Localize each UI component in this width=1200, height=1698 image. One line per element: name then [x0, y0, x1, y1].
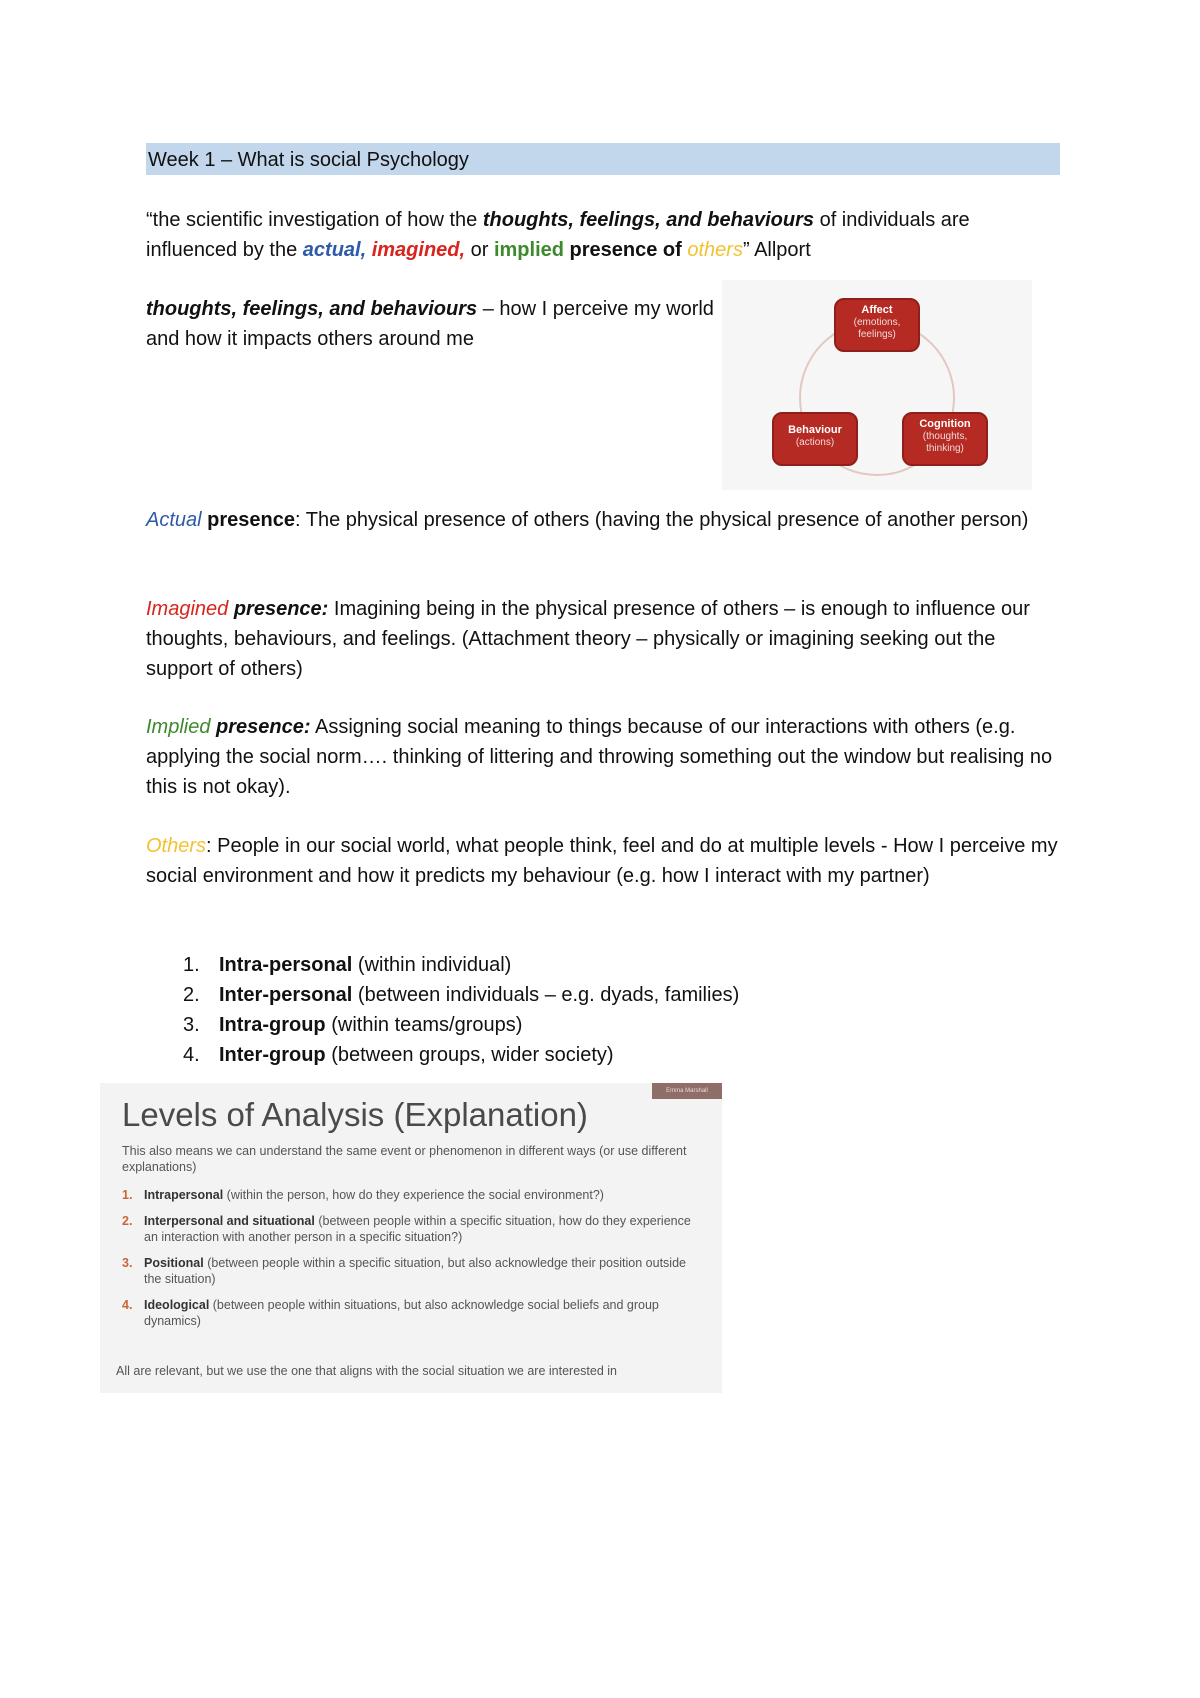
- list-item: [146, 980, 1046, 1010]
- list-item-term: Intra-group: [219, 1014, 326, 1036]
- definition-actual: actual,: [302, 239, 367, 261]
- tfb-term: thoughts, feelings, and behaviours: [146, 298, 478, 320]
- others-term: Others: [146, 835, 207, 857]
- abc-cycle-diagram: [722, 280, 1032, 490]
- list-item-text: (within individual): [352, 954, 512, 976]
- cognition-sub: (thoughts, thinking): [922, 431, 968, 454]
- others-paragraph: [146, 831, 1066, 891]
- definition-quote: [146, 205, 1066, 265]
- imagined-text: Imagining being in the physical presence of others – is enough to influence our thoughts, behaviours, and feelings. (Attachment theory – physically or imagining seeking out the support of others): [146, 598, 1030, 680]
- list-item-number: 4.: [183, 1044, 200, 1066]
- list-item-number: 2.: [183, 984, 200, 1006]
- slide-item-term: Ideological: [144, 1298, 210, 1312]
- definition-text-1: “the scientific investigation of how the: [146, 209, 483, 231]
- slide-item-number: 1.: [122, 1188, 133, 1202]
- definition-attribution: ” Allport: [742, 239, 811, 261]
- actual-text: : The physical presence of others (having the physical presence of another person): [294, 509, 1029, 531]
- imagined-term: Imagined: [146, 598, 229, 620]
- affect-node: [834, 298, 920, 352]
- slide-list-item: [122, 1187, 702, 1203]
- imagined-bold: presence:: [228, 598, 329, 620]
- behaviour-sub: (actions): [795, 437, 835, 448]
- others-text: : People in our social world, what people think, feel and do at multiple levels - How I perceive my social environment and how it predicts my behaviour (e.g. how I interact with my partner): [146, 835, 1058, 887]
- slide-intro: This also means we can understand the same event or phenomenon in different ways (or use different explanations): [122, 1144, 687, 1174]
- page-title: Week 1 – What is social Psychology: [148, 149, 469, 171]
- actual-paragraph: [146, 505, 1066, 535]
- implied-text: Assigning social meaning to things because of our interactions with others (e.g. applying the social norm…. thinking of littering and throwing something out the window but realising no this is not okay).: [146, 716, 1053, 798]
- list-item-number: 3.: [183, 1014, 200, 1036]
- actual-term: Actual: [146, 509, 202, 531]
- actual-bold: presence: [201, 509, 295, 531]
- page-title-bar: [146, 143, 1060, 175]
- slide-list-item: [122, 1297, 702, 1329]
- implied-bold: presence:: [210, 716, 311, 738]
- list-item-text: (between individuals – e.g. dyads, families): [352, 984, 740, 1006]
- levels-list-wrapper: [146, 950, 1046, 1070]
- definition-presence-of: presence of: [563, 239, 688, 261]
- definition-implied: implied: [493, 239, 564, 261]
- definition-imagined: imagined,: [371, 239, 466, 261]
- list-item: [146, 1010, 1046, 1040]
- list-item-text: (between groups, wider society): [325, 1044, 614, 1066]
- list-item-number: 1.: [183, 954, 200, 976]
- slide-item-number: 3.: [122, 1256, 133, 1270]
- list-item: [146, 1040, 1046, 1070]
- levels-of-analysis-slide: [100, 1083, 722, 1393]
- slide-item-number: 2.: [122, 1214, 133, 1228]
- slide-item-text: (between people within a specific situation, how do they experience an interaction with another person in a specific situation?): [144, 1214, 691, 1244]
- slide-list-item: [122, 1213, 702, 1245]
- behaviour-node: [772, 412, 858, 466]
- slide-item-text: (within the person, how do they experience the social environment?): [223, 1188, 604, 1202]
- definition-tfb: thoughts, feelings, and behaviours: [482, 209, 815, 231]
- list-item-term: Inter-group: [219, 1044, 326, 1066]
- slide-footer: All are relevant, but we use the one that aligns with the social situation we are interested in: [116, 1364, 617, 1378]
- slide-title: Levels of Analysis (Explanation): [122, 1096, 588, 1133]
- slide-author-tag: Emma Marshall: [652, 1083, 722, 1099]
- affect-title: Affect: [861, 304, 893, 316]
- list-item-text: (within teams/groups): [325, 1014, 523, 1036]
- implied-paragraph: [146, 712, 1066, 802]
- affect-sub: (emotions, feelings): [853, 317, 901, 340]
- tfb-paragraph: [146, 294, 716, 354]
- definition-others: others: [687, 239, 743, 261]
- slide-item-text: (between people within situations, but also acknowledge social beliefs and group dynamics): [144, 1298, 659, 1328]
- definition-or: or: [465, 239, 494, 261]
- slide-item-term: Interpersonal and situational: [144, 1214, 315, 1228]
- tfb-text: – how I perceive my world and how it impacts others around me: [146, 298, 714, 350]
- behaviour-title: Behaviour: [788, 424, 842, 436]
- slide-item-text: (between people within a specific situation, but also acknowledge their position outside the situation): [144, 1256, 686, 1286]
- cognition-title: Cognition: [919, 418, 971, 430]
- definition-text-2: of individuals are influenced by the: [146, 209, 970, 261]
- implied-term: Implied: [146, 716, 211, 738]
- list-item-term: Intra-personal: [219, 954, 353, 976]
- cognition-node: [902, 412, 988, 466]
- slide-item-term: Positional: [144, 1256, 204, 1270]
- slide-item-term: Intrapersonal: [144, 1188, 224, 1202]
- imagined-paragraph: [146, 594, 1066, 684]
- list-item: [146, 950, 1046, 980]
- slide-list-item: [122, 1255, 702, 1287]
- levels-list: [146, 950, 1046, 1070]
- list-item-term: Inter-personal: [219, 984, 353, 1006]
- slide-item-number: 4.: [122, 1298, 133, 1312]
- slide-list: [122, 1187, 702, 1339]
